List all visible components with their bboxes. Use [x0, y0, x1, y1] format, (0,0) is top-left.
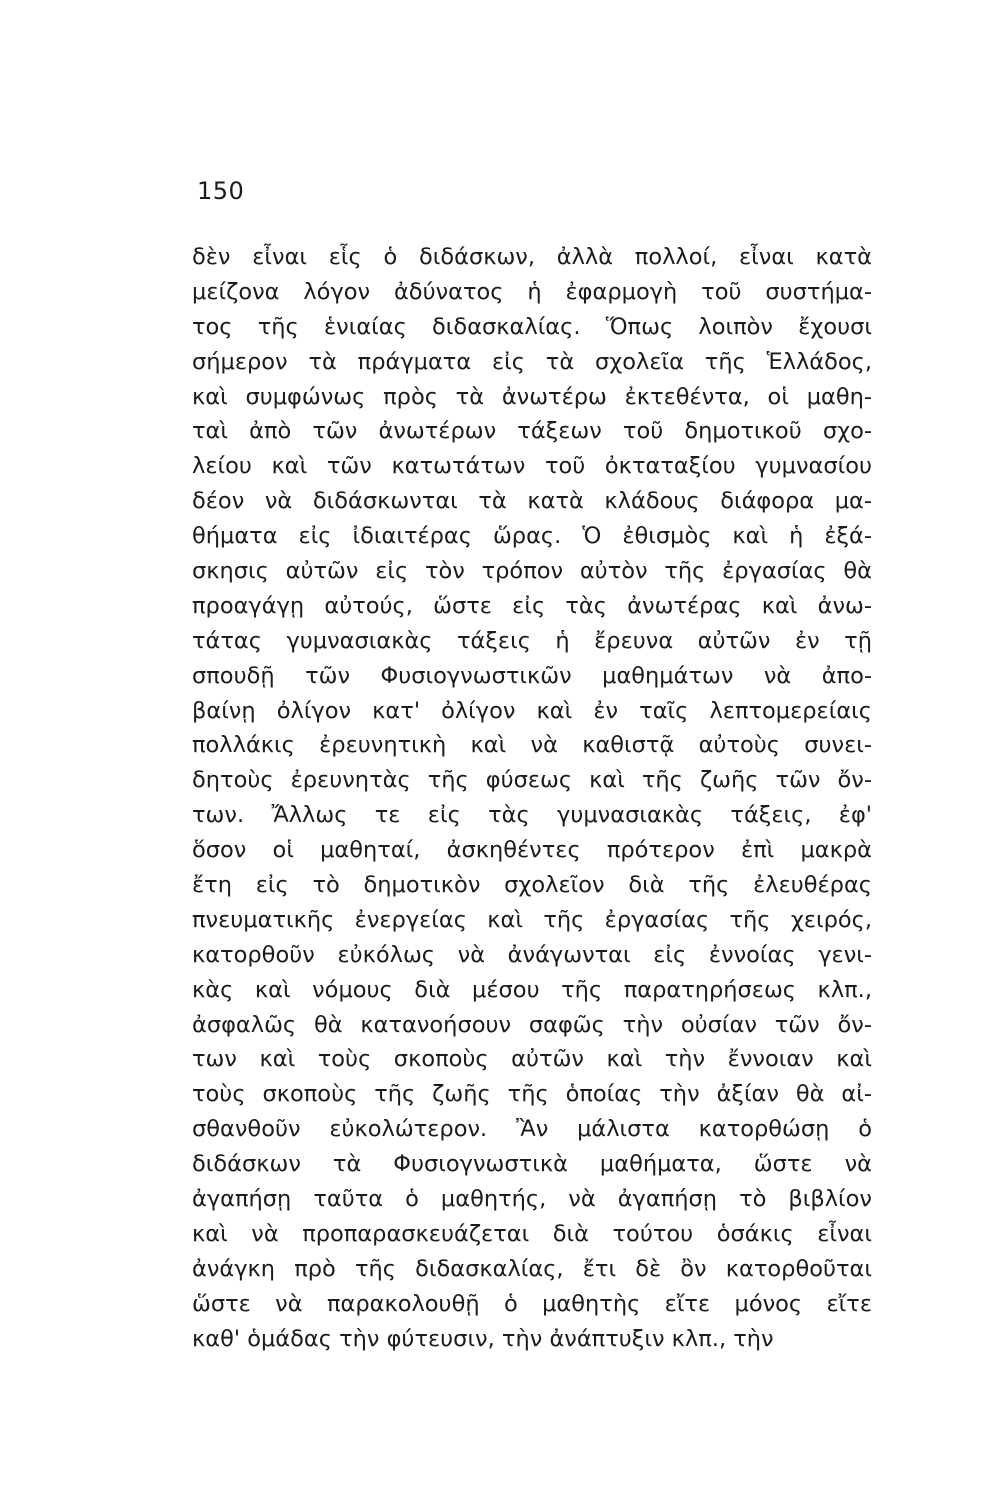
text-line: πολλάκις ἐρευνητικὴ καὶ νὰ καθιστᾷ αὐτοὺς συνει-: [192, 732, 872, 759]
text-line: ἔτη εἰς τὸ δημοτικὸν σχολεῖον διὰ τῆς ἐλευθέρας: [192, 872, 872, 899]
text-line: σθανθοῦν εὐκολώτερον. Ἂν μάλιστα κατορθώσῃ ὁ: [192, 1116, 872, 1143]
text-line: ταὶ ἀπὸ τῶν ἀνωτέρων τάξεων τοῦ δημοτικοῦ σχο-: [192, 418, 872, 445]
text-line: ὥστε νὰ παρακολουθῇ ὁ μαθητὴς εἴτε μόνος εἴτε: [192, 1290, 872, 1317]
text-line: τος τῆς ἑνιαίας διδασκαλίας. Ὅπως λοιπὸν ἔχουσι: [192, 313, 872, 340]
text-line: τοὺς σκοποὺς τῆς ζωῆς τῆς ὁποίας τὴν ἀξίαν θὰ αἰ-: [192, 1081, 872, 1108]
text-line: καὶ νὰ προπαρασκευάζεται διὰ τούτου ὁσάκις εἶναι: [192, 1220, 872, 1247]
text-line: κατορθοῦν εὐκόλως νὰ ἀνάγωνται εἰς ἐννοίας γενι-: [192, 941, 872, 968]
body-text: [192, 240, 872, 1357]
text-line: καὶ συμφώνως πρὸς τὰ ἀνωτέρω ἐκτεθέντα, οἱ μαθη-: [192, 383, 872, 410]
text-line: κὰς καὶ νόμους διὰ μέσου τῆς παρατηρήσεως κλπ.,: [192, 976, 872, 1003]
text-line: σκησις αὐτῶν εἰς τὸν τρόπον αὐτὸν τῆς ἐργασίας θὰ: [192, 558, 872, 585]
text-line: καθ' ὁμάδας τὴν φύτευσιν, τὴν ἀνάπτυξιν κλπ., τὴν: [192, 1325, 774, 1352]
text-line: δητοὺς ἐρευνητὰς τῆς φύσεως καὶ τῆς ζωῆς τῶν ὄν-: [192, 767, 872, 794]
text-line: των. Ἄλλως τε εἰς τὰς γυμνασιακὰς τάξεις, ἐφ': [192, 802, 872, 829]
text-line: λείου καὶ τῶν κατωτάτων τοῦ ὀκταταξίου γυμνασίου: [192, 453, 872, 480]
text-line: ὅσον οἱ μαθηταί, ἀσκηθέντες πρότερον ἐπὶ μακρὰ: [192, 837, 872, 864]
text-line: των καὶ τοὺς σκοποὺς αὐτῶν καὶ τὴν ἔννοιαν καὶ: [192, 1046, 872, 1073]
text-line: δὲν εἶναι εἷς ὁ διδάσκων, ἀλλὰ πολλοί, εἶναι κατὰ: [192, 244, 872, 270]
text-line: διδάσκων τὰ Φυσιογνωστικὰ μαθήματα, ὥστε νὰ: [192, 1151, 872, 1178]
text-line: πνευματικῆς ἐνεργείας καὶ τῆς ἐργασίας τῆς χειρός,: [192, 906, 872, 933]
text-line: βαίνῃ ὀλίγον κατ' ὀλίγον καὶ ἐν ταῖς λεπτομερείαις: [192, 697, 872, 724]
text-line: σπουδῇ τῶν Φυσιογνωστικῶν μαθημάτων νὰ ἀπο-: [192, 662, 872, 689]
text-line: ἀνάγκη πρὸ τῆς διδασκαλίας, ἔτι δὲ ὂν κατορθοῦται: [192, 1255, 872, 1282]
text-line: ἀσφαλῶς θὰ κατανοήσουν σαφῶς τὴν οὐσίαν τῶν ὄν-: [192, 1011, 872, 1038]
text-line: προαγάγῃ αὐτούς, ὥστε εἰς τὰς ἀνωτέρας καὶ ἀνω-: [192, 592, 872, 619]
text-line: θήματα εἰς ἰδιαιτέρας ὥρας. Ὁ ἐθισμὸς καὶ ἡ ἐξά-: [192, 523, 872, 550]
page-number: 150: [197, 177, 245, 205]
text-line: ἀγαπήσῃ ταῦτα ὁ μαθητής, νὰ ἀγαπήσῃ τὸ βιβλίον: [192, 1186, 872, 1213]
text-line: δέον νὰ διδάσκωνται τὰ κατὰ κλάδους διάφορα μα-: [192, 488, 872, 515]
text-line: μείζονα λόγον ἀδύνατος ἡ ἐφαρμογὴ τοῦ συστήμα-: [192, 278, 872, 305]
text-line: τάτας γυμνασιακὰς τάξεις ἡ ἔρευνα αὐτῶν ἐν τῇ: [192, 627, 872, 654]
text-line: σήμερον τὰ πράγματα εἰς τὰ σχολεῖα τῆς Ἑλλάδος,: [192, 348, 872, 375]
